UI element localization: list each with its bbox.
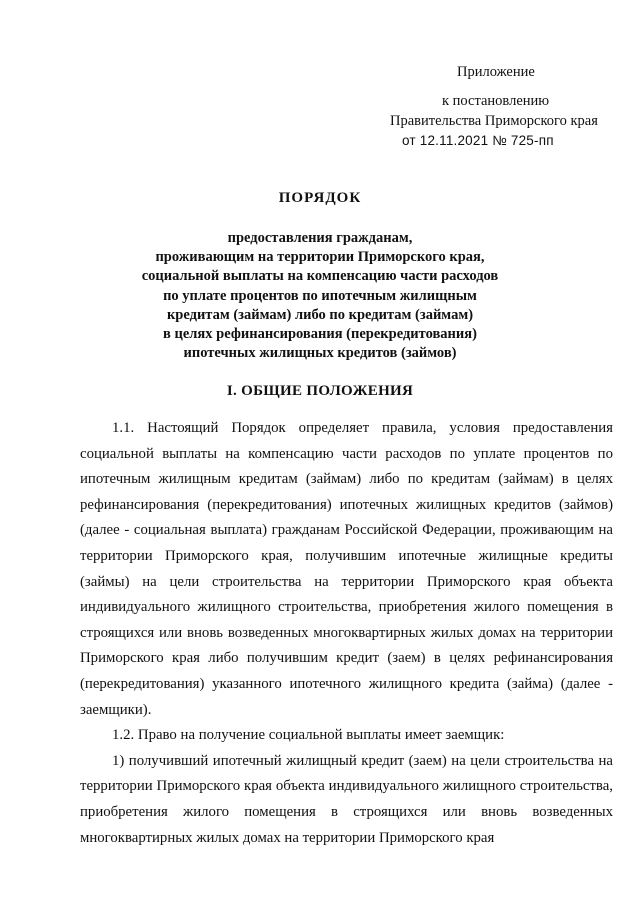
section-heading: I. ОБЩИЕ ПОЛОЖЕНИЯ — [226, 383, 414, 399]
subtitle-line: ипотечных жилищных кредитов (займов) — [183, 345, 457, 362]
subtitle-line: проживающим на территории Приморского края, — [155, 249, 485, 266]
paragraph-1-2: 1.2. Право на получение социальной выплаты имеет заемщик: — [112, 727, 505, 744]
document-subtitle — [0, 229, 640, 363]
paragraph-1-1: 1.1. Настоящий Порядок определяет правила, условия предоставления социальной выплаты на компенсацию части расходов по уплате процентов по ипотечным жилищным кредитам (займам) либо по кредитам (займам) в целях рефинансирования (перекредитования) ипотечных жилищных кредитов (займов) (далее - социальная выплата) гражданам Российской Федерации, проживающим на территории Приморского края, получившим ипотечные жилищные кредиты (займы) на цели строительства на территории Приморского края объекта индивидуального жилищного строительства, приобретения жилого помещения в строящихся или вновь возведенных многоквартирных жилых домах на территории Приморского края либо получившим кредит (заем) в целях рефинансирования (перекредитования) указанного ипотечного жилищного кредита (займа) (далее - заемщики). — [80, 420, 613, 718]
decree-date-number: от 12.11.2021 № 725-пп — [402, 133, 554, 148]
section-body — [80, 416, 613, 851]
decree-reference: к постановлению — [442, 93, 550, 109]
subtitle-line: кредитам (займам) либо по кредитам (займам) — [166, 306, 474, 323]
document-header — [380, 62, 620, 151]
document-title: ПОРЯДОК — [278, 190, 362, 206]
subtitle-line: в целях рефинансирования (перекредитования) — [163, 326, 477, 343]
appendix-label: Приложение — [457, 64, 535, 80]
subtitle-line: по уплате процентов по ипотечным жилищным — [163, 287, 477, 304]
subtitle-line: предоставления гражданам, — [227, 230, 413, 246]
government-name: Правительства Приморского края — [390, 113, 598, 129]
paragraph-1-2-item-1: 1) получивший ипотечный жилищный кредит (заем) на цели строительства на территории Приморского края объекта индивидуального жилищного строительства, приобретения жилого помещения в строящихся или вновь возведенных многоквартирных жилых домах на территории Приморского края — [80, 752, 613, 846]
subtitle-line: социальной выплаты на компенсацию части расходов — [141, 268, 499, 285]
